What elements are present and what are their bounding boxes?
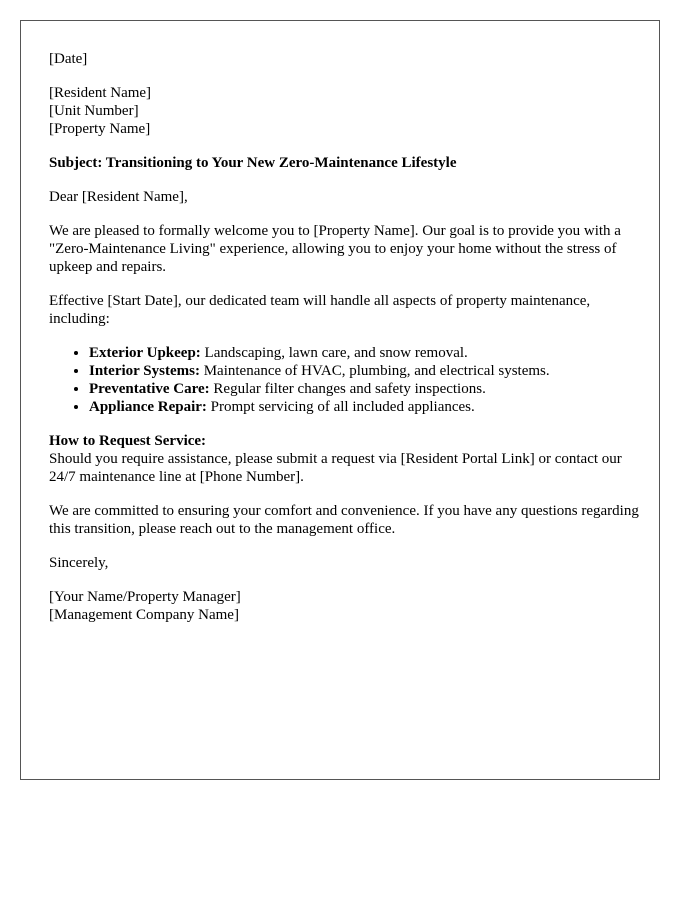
service-text: Regular filter changes and safety inspections.	[209, 381, 486, 397]
service-label: Interior Systems:	[89, 363, 200, 379]
welcome-paragraph: We are pleased to formally welcome you to [Property Name]. Our goal is to provide you with a "Zero-Maintenance Living" experience, allowing you to enjoy your home without the stress of upkeep and repairs.	[49, 223, 621, 275]
service-text: Prompt servicing of all included appliances.	[206, 399, 475, 415]
list-item	[89, 380, 639, 398]
signature-block	[49, 588, 639, 624]
letter-page	[20, 20, 660, 780]
list-item	[89, 344, 639, 362]
recipient-address	[49, 84, 639, 138]
list-item	[89, 398, 639, 416]
letter-subject: Subject: Transitioning to Your New Zero-Maintenance Lifestyle	[49, 155, 457, 171]
recipient-name: [Resident Name]	[49, 85, 152, 101]
request-service-section	[49, 432, 639, 486]
commitment-paragraph: We are committed to ensuring your comfort and convenience. If you have any questions regarding this transition, please reach out to the management office.	[49, 503, 639, 537]
signature-name: [Your Name/Property Manager]	[49, 589, 241, 605]
service-label: Exterior Upkeep:	[89, 345, 201, 361]
recipient-unit: [Unit Number]	[49, 103, 139, 119]
service-label: Preventative Care:	[89, 381, 210, 397]
service-label: Appliance Repair:	[89, 399, 207, 415]
request-service-heading: How to Request Service:	[49, 433, 207, 449]
request-service-text: Should you require assistance, please submit a request via [Resident Portal Link] or contact our 24/7 maintenance line at [Phone Number].	[49, 451, 622, 485]
service-text: Landscaping, lawn care, and snow removal.	[200, 345, 468, 361]
letter-date: [Date]	[49, 51, 88, 67]
salutation: Dear [Resident Name],	[49, 189, 188, 205]
signature-company: [Management Company Name]	[49, 607, 239, 623]
list-item	[89, 362, 639, 380]
services-list	[49, 344, 639, 416]
service-text: Maintenance of HVAC, plumbing, and electrical systems.	[199, 363, 550, 379]
maintenance-intro-paragraph: Effective [Start Date], our dedicated team will handle all aspects of property maintenance, including:	[49, 293, 591, 327]
closing: Sincerely,	[49, 555, 109, 571]
recipient-property: [Property Name]	[49, 121, 151, 137]
letter-content	[49, 50, 639, 640]
